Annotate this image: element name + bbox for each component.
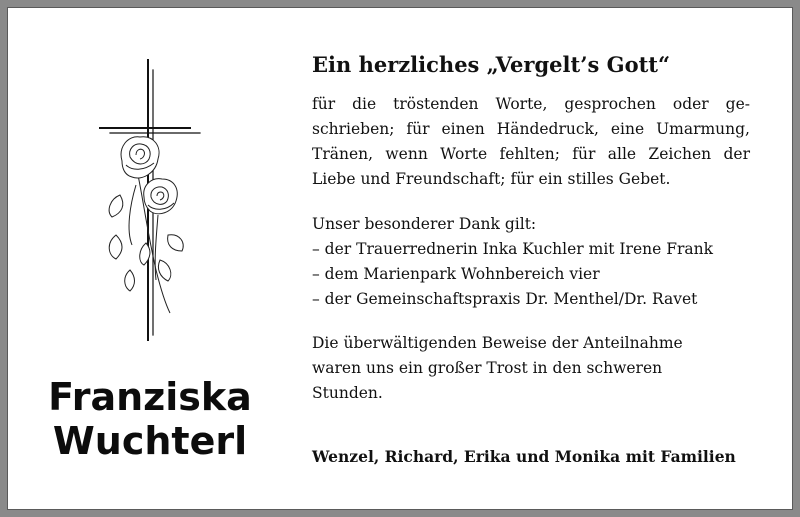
- family-signature: Wenzel, Richard, Erika und Monika mit Familien: [312, 447, 736, 466]
- deceased-name: [20, 375, 280, 463]
- gratitude-line: Liebe und Freundschaft; für ein stilles Gebet.: [312, 170, 671, 188]
- deceased-last-name: Wuchterl: [52, 419, 248, 463]
- closing-paragraph: [312, 331, 742, 406]
- cross-with-roses-icon: [96, 55, 206, 345]
- closing-line: waren uns ein großer Trost in den schweren: [312, 359, 663, 377]
- gratitude-line: Tränen, wenn Worte fehlten; für alle Zeichen der: [312, 145, 750, 163]
- deceased-first-name: Franziska: [48, 375, 252, 419]
- thanks-intro: Unser besonderer Dank gilt:: [312, 215, 537, 233]
- thanks-paragraph: [312, 212, 750, 312]
- thanks-item: – dem Marienpark Wohnbereich vier: [312, 265, 600, 283]
- thanks-item: – der Trauerrednerin Inka Kuchler mit Irene Frank: [312, 240, 713, 258]
- closing-line: Stunden.: [312, 384, 383, 402]
- gratitude-line: für die tröstenden Worte, gesprochen oder ge-: [312, 95, 750, 113]
- gratitude-line: schrieben; für einen Händedruck, eine Umarmung,: [312, 120, 750, 138]
- thanks-item: – der Gemeinschaftspraxis Dr. Menthel/Dr. Ravet: [312, 290, 698, 308]
- notice-heading: Ein herzliches „Vergelt’s Gott“: [312, 52, 671, 77]
- closing-line: Die überwältigenden Beweise der Anteilnahme: [312, 334, 683, 352]
- gratitude-paragraph: [312, 92, 750, 192]
